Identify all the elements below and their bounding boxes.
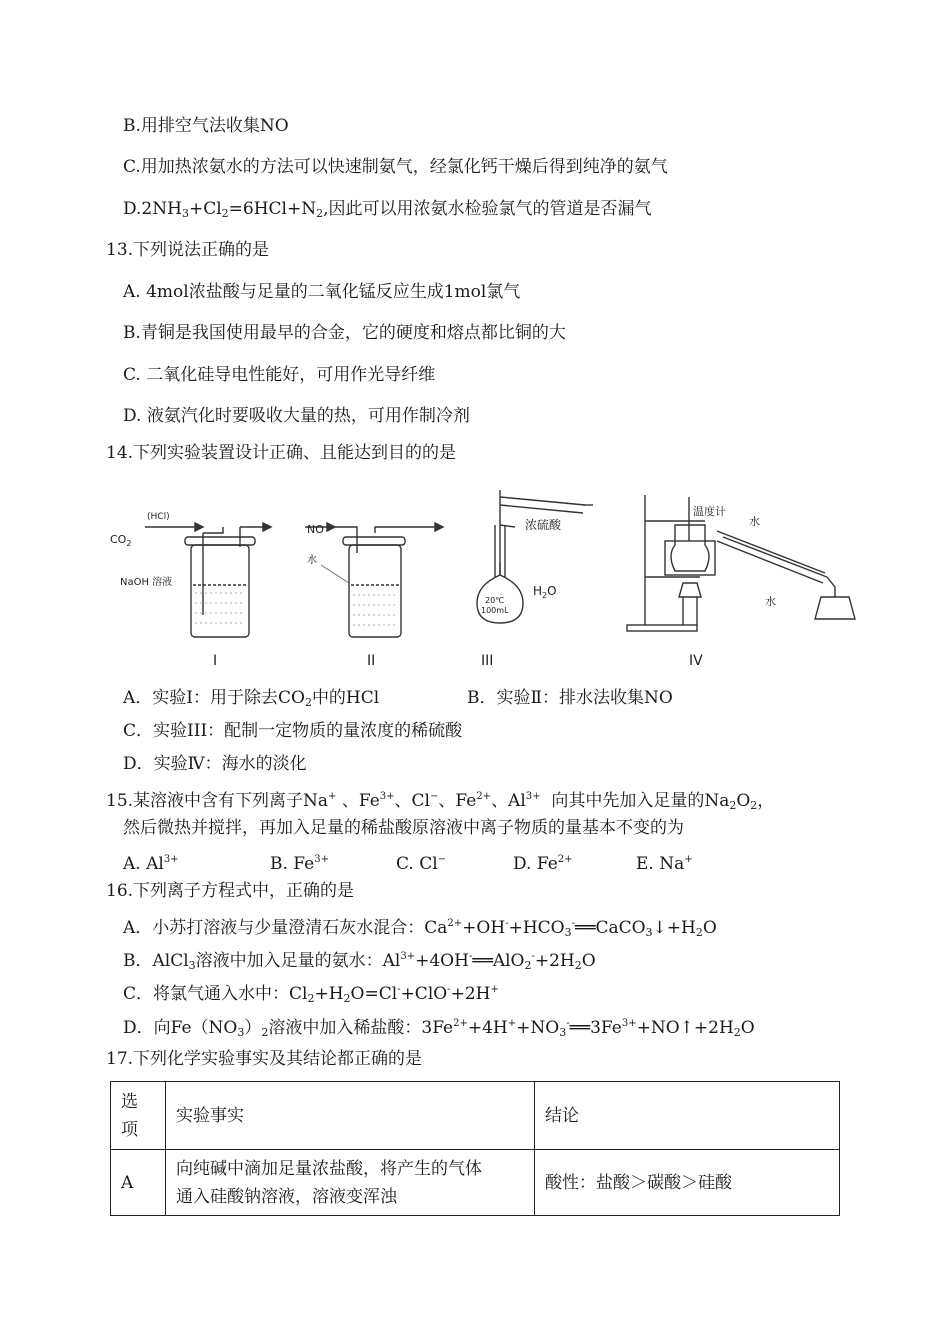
fig-co2-label: $CO_2$ [110, 533, 132, 548]
experiment-figure [105, 485, 865, 670]
header-option-cell: 选 项 [111, 1082, 166, 1150]
q12-option-c: C.用加热浓氨水的方法可以快速制氨气，经氯化钙干燥后得到纯净的氨气 [123, 157, 668, 177]
fig-water-out-label: 水 [765, 595, 776, 608]
fig-naoh-label: NaOH 溶液 [120, 577, 173, 588]
q12-option-d: $D.2NH_3+Cl_2=6HCl+N_2$,因此可以用浓氨水检验氯气的管道是否漏气 [123, 199, 652, 220]
q14-option-b: B．实验Ⅱ：排水法收集NO [467, 688, 673, 708]
fig-water-label: 水 [307, 555, 317, 566]
q12-option-b: B.用排空气法收集NO [123, 116, 289, 136]
row-a-option-cell: A [111, 1150, 166, 1216]
q17-table [110, 1081, 840, 1216]
fig-acid-label: 浓硫酸 [525, 518, 562, 532]
q14-option-a: A．实验I：用于除去$CO_2$中的HCl [123, 688, 380, 709]
table-header-row [111, 1082, 840, 1150]
apparatus-4 [627, 495, 855, 631]
fig-label-3: III [481, 653, 494, 669]
q15-option-b: B. $Fe^{3+}$ [270, 854, 329, 874]
fig-label-1: I [213, 653, 218, 669]
q15-option-d: D. $Fe^{2+}$ [513, 854, 573, 874]
q15-option-e: E. Na+ [636, 854, 693, 874]
fig-label-4: IV [689, 653, 703, 669]
q13-stem: 13.下列说法正确的是 [106, 240, 270, 260]
fig-label-2: II [367, 653, 376, 669]
fig-h2o-label: $H_2O$ [533, 584, 557, 600]
q15-option-c: C. Cl− [396, 854, 447, 874]
fig-no-label: NO [307, 523, 324, 536]
header-fact-cell: 实验事实 [166, 1082, 535, 1150]
fig-hcl-label: (HCl) [147, 512, 170, 522]
q15-option-a: A. $Al^{3+}$ [123, 854, 179, 874]
q16-option-a: A．小苏打溶液与少量澄清石灰水混合：$Ca^{2+}+OH^-+HCO_3^-══CaCO_3↓+H_2O$ [123, 918, 717, 939]
q17-stem: 17.下列化学实验事实及其结论都正确的是 [106, 1049, 423, 1069]
table-row [111, 1150, 840, 1216]
q15-stem-line2: 然后微热并搅拌，再加入足量的稀盐酸原溶液中离子物质的量基本不变的为 [123, 818, 684, 838]
q14-stem: 14.下列实验装置设计正确、且能达到目的的是 [106, 443, 457, 463]
apparatus-2 [305, 523, 443, 637]
q14-option-c: C．实验III：配制一定物质的量浓度的稀硫酸 [123, 721, 463, 741]
q14-option-d: D．实验Ⅳ：海水的淡化 [123, 754, 307, 774]
fig-thermometer-label: 温度计 [693, 505, 726, 518]
q13-option-b: B.青铜是我国使用最早的合金，它的硬度和熔点都比铜的大 [123, 323, 566, 343]
q16-option-c: C．将氯气通入水中：$Cl_2+H_2O=Cl^-+ClO^-+2H^+$ [123, 984, 499, 1005]
header-conclusion-cell: 结论 [535, 1082, 840, 1150]
fig-temp-label: 20℃ [485, 596, 505, 605]
fig-volume-label: 100mL [481, 606, 509, 615]
q13-option-d: D. 液氨汽化时要吸收大量的热，可用作制冷剂 [123, 406, 470, 426]
row-a-conclusion-cell: 酸性：盐酸＞碳酸＞硅酸 [535, 1150, 840, 1216]
q16-option-b: B．AlCl$_3$溶液中加入足量的氨水：$Al^{3+}+4OH^-══AlO_2^-+2H_2O$ [123, 951, 596, 972]
q16-stem: 16.下列离子方程式中，正确的是 [106, 881, 355, 901]
q16-option-d: D．向$Fe(NO_3)_2$溶液中加入稀盐酸：$3Fe^{2+}+4H^++NO_3^-══3Fe^{3+}+NO↑+2H_2O$ [123, 1018, 755, 1039]
q15-stem: 15.某溶液中含有下列离子Na+ 、$Fe^{3+}$、Cl−、$Fe^{2+}$、$Al^{3+}$ 向其中先加入足量的$Na_2O_2$， [106, 791, 775, 812]
fig-water-in-label: 水 [749, 515, 760, 528]
q13-option-a: A. 4mol浓盐酸与足量的二氧化锰反应生成1mol氯气 [123, 282, 521, 302]
q13-option-c: C. 二氧化硅导电性能好，可用作光导纤维 [123, 365, 436, 385]
row-a-fact-cell: 向纯碱中滴加足量浓盐酸，将产生的气体 通入硅酸钠溶液，溶液变浑浊 [166, 1150, 535, 1216]
